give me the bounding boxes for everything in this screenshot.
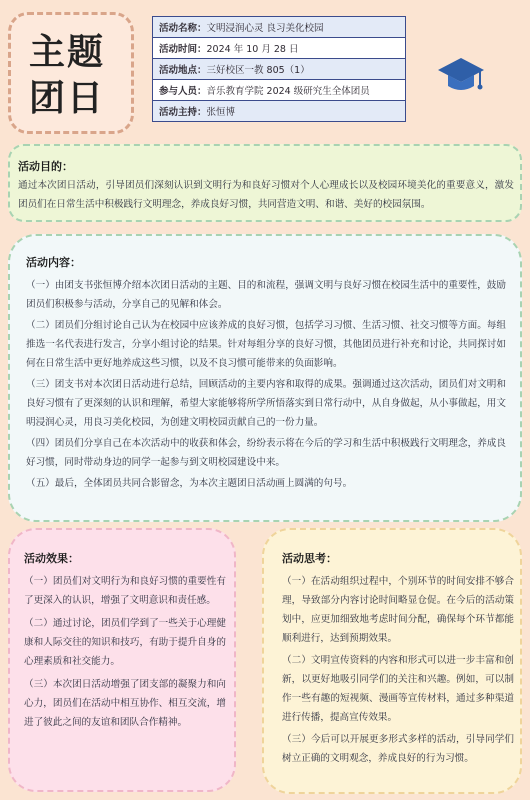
info-cell: [153, 59, 406, 80]
info-value: 三好校区一教 805（1）: [206, 65, 310, 76]
goal-text: 通过本次团日活动，引导团员们深刻认识到文明行为和良好习惯对个人心理成长以及校园环境美化的重要意义，激发团员们在日常生活中积极践行文明理念，养成良好习惯，共同营造文明、和谐、美好的校园氛围。: [18, 180, 514, 210]
effect-section: [8, 528, 236, 792]
info-row-host: [153, 101, 406, 122]
info-row-name: [153, 17, 406, 38]
theme-title-box: [8, 12, 134, 134]
content-item: （五）最后，全体团员共同合影留念，为本次主题团日活动画上圆满的句号。: [26, 478, 353, 489]
content-body: [26, 276, 506, 495]
info-label: 活动时间：: [159, 44, 207, 55]
goal-section: [8, 144, 522, 222]
activity-info-table: [152, 16, 406, 122]
info-value: 文明浸润心灵 良习美化校园: [206, 23, 324, 34]
info-label: 活动主持：: [159, 107, 207, 118]
info-value: 张恒博: [206, 107, 236, 118]
content-item: （二）团员们分组讨论自己认为在校园中应该养成的良好习惯，包括学习习惯、生活习惯、社交习惯等方面。每组推选一名代表进行发言，分享小组讨论的结果。针对每组分享的良好习惯，其他团员进行补充和讨论，共同探讨如何在日常生活中更好地养成这些习惯，以及不良习惯可能带来的负面影响。: [26, 320, 506, 369]
reflection-body: [282, 572, 514, 771]
graduation-cap-icon: [436, 54, 486, 98]
info-cell: [153, 17, 406, 38]
info-label: 活动地点：: [159, 65, 207, 76]
info-label: 活动名称：: [159, 23, 207, 34]
effect-item: （一）团员们对文明行为和良好习惯的重要性有了更深入的认识，增强了文明意识和责任感。: [24, 576, 226, 606]
title-line-2: 团日: [29, 78, 106, 119]
info-cell: [153, 80, 406, 101]
info-label: 参与人员：: [159, 86, 207, 97]
reflection-item: （三）今后可以开展更多形式多样的活动，引导同学们树立正确的文明观念，养成良好的行为习惯。: [282, 734, 514, 764]
reflection-item: （二）文明宣传资料的内容和形式可以进一步丰富和创新，以更好地吸引同学们的关注和兴趣。例如，可以制作一些有趣的短视频、漫画等宣传材料，通过多种渠道进行传播，提高宣传效果。: [282, 655, 514, 723]
reflection-item: （一）在活动组织过程中，个别环节的时间安排不够合理，导致部分内容讨论时间略显仓促。在今后的活动策划中，应更加细致地考虑时间分配，确保每个环节都能顺利进行，达到预期效果。: [282, 576, 514, 644]
content-item: （三）团支书对本次团日活动进行总结，回顾活动的主要内容和取得的成果。强调通过这次活动，团员们对文明和良好习惯有了更深刻的认识和理解，希望大家能够将所学所悟落实到日常行动中，从自身做起，从小事做起，用文明浸润心灵，用良习美化校园，为创建文明校园贡献自己的一份力量。: [26, 379, 506, 428]
title-line-1: 主题: [29, 32, 106, 73]
info-value: 音乐教育学院 2024 级研究生全体团员: [206, 86, 370, 97]
info-cell: [153, 101, 406, 122]
content-heading: 活动内容：: [26, 256, 81, 269]
info-value: 2024 年 10 月 28 日: [206, 44, 299, 55]
effect-item: （二）通过讨论，团员们学到了一些关于心理健康和人际交往的知识和技巧，有助于提升自身的心理素质和社交能力。: [24, 618, 226, 667]
effect-body: [24, 572, 226, 736]
info-row-time: [153, 38, 406, 59]
reflection-heading: 活动思考：: [282, 552, 337, 565]
info-row-people: [153, 80, 406, 101]
content-section: [8, 234, 522, 522]
content-item: （四）团员们分享自己在本次活动中的收获和体会，纷纷表示将在今后的学习和生活中积极践行文明理念，养成良好习惯，同时带动身边的同学一起参与到文明校园建设中来。: [26, 438, 506, 468]
goal-heading: 活动目的：: [18, 160, 73, 173]
effect-heading: 活动效果：: [24, 552, 79, 565]
info-row-place: [153, 59, 406, 80]
effect-item: （三）本次团日活动增强了团支部的凝聚力和向心力，团员们在活动中相互协作、相互交流，增进了彼此之间的友谊和团队合作精神。: [24, 679, 226, 728]
content-item: （一）由团支书张恒博介绍本次团日活动的主题、目的和流程，强调文明与良好习惯在校园生活中的重要性，鼓励团员们积极参与活动，分享自己的见解和体会。: [26, 280, 506, 310]
reflection-section: [262, 528, 522, 794]
info-cell: [153, 38, 406, 59]
